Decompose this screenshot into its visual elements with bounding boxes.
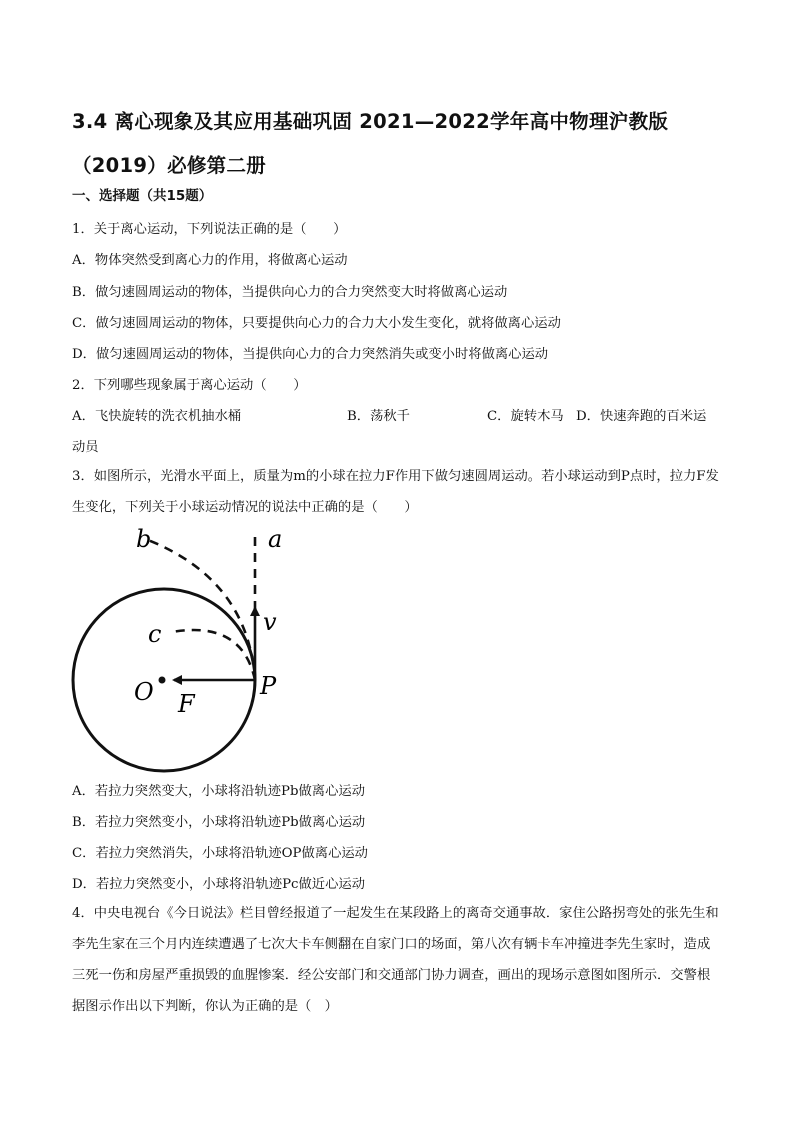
q1-option-c: C．做匀速圆周运动的物体，只要提供向心力的合力大小发生变化，就将做离心运动 (72, 316, 561, 331)
center-point (159, 677, 166, 684)
q2-option-d: D．快速奔跑的百米运 (576, 409, 707, 424)
label-c: c (148, 620, 162, 648)
label-p: P (260, 672, 277, 700)
q3-option-d: D．若拉力突然变小，小球将沿轨迹Pc做近心运动 (72, 877, 365, 892)
q3-stem: 3．如图所示，光滑水平面上，质量为m的小球在拉力F作用下做匀速圆周运动。若小球运动到P点时，拉力F发生变化，下列关于小球运动情况的说法中正确的是（ ） (72, 469, 719, 515)
trajectory-c (172, 630, 255, 680)
label-v: v (263, 608, 277, 636)
q2-options-row (72, 405, 722, 425)
q1-option-d: D．做匀速圆周运动的物体，当提供向心力的合力突然消失或变小时将做离心运动 (72, 347, 549, 362)
trajectory-b (148, 540, 255, 680)
q4-stem: 4．中央电视台《今日说法》栏目曾经报道了一起发生在某段路上的离奇交通事故．家住公路拐弯处的张先生和李先生家在三个月内连续遭遇了七次大卡车侧翻在自家门口的场面，第八次有辆卡车冲撞进李先生家时，造成三死一伤和房屋严重损毁的血腥惨案．经公安部门和交通部门协力调查，画出的现场示意图如图所示．交警根据图示作出以下判断，你认为正确的是（ ） (72, 906, 719, 1014)
q1-stem: 1．关于离心运动，下列说法正确的是（ ） (72, 222, 347, 237)
section-heading: 一、选择题（共15题） (72, 188, 213, 204)
q1-option-a: A．物体突然受到离心力的作用，将做离心运动 (72, 253, 348, 268)
q1-option-b: B．做匀速圆周运动的物体，当提供向心力的合力突然变大时将做离心运动 (72, 285, 508, 300)
q3-figure (60, 520, 300, 790)
q3-option-b: B．若拉力突然变小，小球将沿轨迹Pb做离心运动 (72, 815, 366, 830)
label-a: a (268, 525, 283, 553)
label-b: b (136, 525, 152, 553)
page-title: 3.4 离心现象及其应用基础巩固 2021—2022学年高中物理沪教版（2019）必修第二册 (72, 110, 669, 177)
q3-option-c: C．若拉力突然消失，小球将沿轨迹OP做离心运动 (72, 846, 368, 861)
q2-option-c: C．旋转木马 (487, 409, 564, 424)
q2-option-a: A．飞快旋转的洗衣机抽水桶 (72, 409, 242, 424)
q2-stem: 2．下列哪些现象属于离心运动（ ） (72, 378, 307, 393)
q2-option-d-continued: 动员 (72, 440, 99, 455)
q2-option-b: B．荡秋千 (347, 409, 410, 424)
label-f: F (178, 690, 195, 718)
q3-option-a: A．若拉力突然变大，小球将沿轨迹Pb做离心运动 (72, 784, 365, 799)
label-o: O (134, 678, 154, 706)
